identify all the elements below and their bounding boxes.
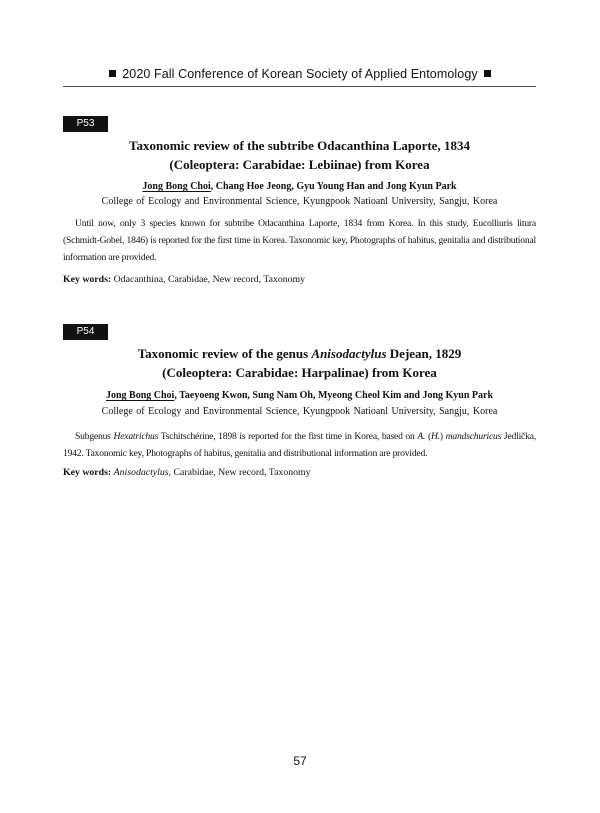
title-line-2: (Coleoptera: Carabidae: Harpalinae) from Korea (162, 365, 437, 380)
square-bullet-icon (484, 70, 491, 77)
abstract-badge-p54: P54 (63, 324, 108, 340)
title-line-1 (63, 344, 536, 363)
keywords-p54 (63, 466, 536, 480)
square-bullet-icon (109, 70, 116, 77)
title-line-1: Taxonomic review of the subtribe Odacanthina Laporte, 1834 (129, 138, 470, 153)
abstract-text-p54: Subgenus Hexatrichus Tschitschérine, 1898 is reported for the first time in Korea, based on A. (H.) mandschuricus Jedlička, 1942. Taxonomic key, Photographs of habitus, genitalia and distributional information are provided. (63, 431, 536, 459)
keywords-list: Odacanthina, Carabidae, New record, Taxonomy (111, 274, 306, 285)
authors-p54 (63, 389, 536, 403)
abstract-text-p53: Until now, only 3 species known for subtribe Odacanthina Laporte, 1834 from Korea. In this study, Eucolliuris litura (Schmidt-Gobel, 1846) is reported for the first time in Korea. Taxonomic key, Photographs of habitus, genitalia and distributional information are provided. (63, 218, 536, 263)
title-genus: Anisodactylus (311, 346, 387, 361)
page-number: 57 (293, 754, 307, 768)
authors-p53 (63, 180, 536, 194)
header-divider (63, 86, 536, 87)
abstract-title-p53 (63, 136, 536, 174)
keywords-list: , Carabidae, New record, Taxonomy (168, 467, 311, 478)
keywords-p53 (63, 273, 536, 287)
keywords-label: Key words: (63, 274, 112, 285)
coauthors: , Chang Hoe Jeong, Gyu Young Han and Jong Kyun Park (210, 181, 457, 192)
keywords-label: Key words: (63, 467, 112, 478)
affiliation-p54: College of Ecology and Environmental Science, Kyungpook Natioanl University, Sangju, Korea (101, 406, 498, 417)
conference-title: 2020 Fall Conference of Korean Society of Applied Entomology (122, 67, 478, 81)
title-pre: Taxonomic review of the genus (137, 346, 312, 361)
presenting-author: Jong Bong Choi (105, 390, 175, 401)
title-line-2: (Coleoptera: Carabidae: Lebiinae) from Korea (169, 157, 430, 172)
affiliation-p53: College of Ecology and Environmental Science, Kyungpook Natioanl University, Sangju, Korea (101, 196, 498, 207)
coauthors: , Taeyoeng Kwon, Sung Nam Oh, Myeong Cheol Kim and Jong Kyun Park (174, 390, 494, 401)
conference-header (0, 67, 600, 81)
title-post: Dejean, 1829 (386, 346, 462, 361)
keywords-genus: Anisodactylus (113, 467, 169, 478)
presenting-author: Jong Bong Choi (142, 181, 211, 192)
abstract-title-p54 (63, 344, 536, 382)
abstract-badge-p53: P53 (63, 116, 108, 132)
